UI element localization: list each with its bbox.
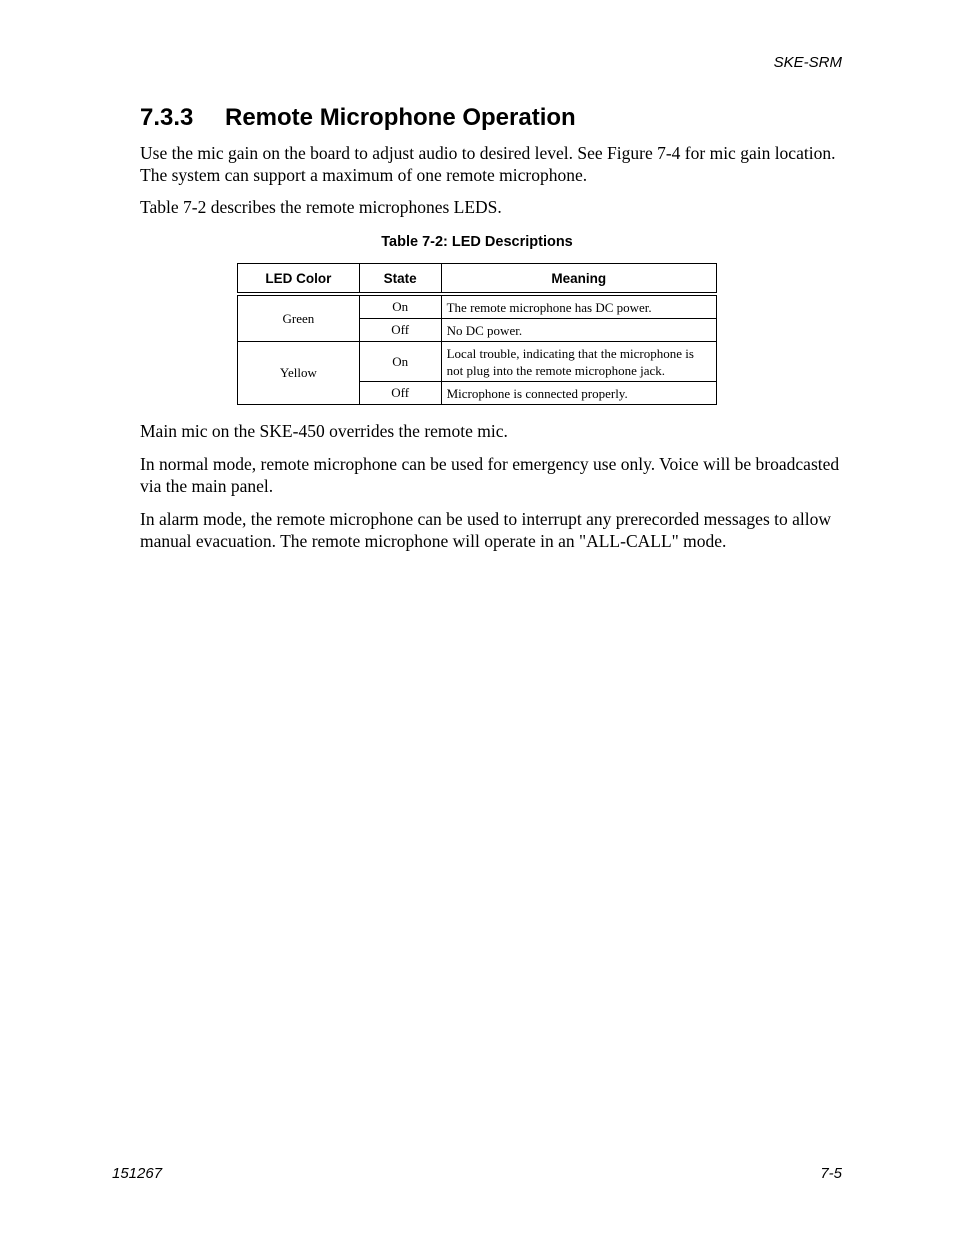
section-title: Remote Microphone Operation <box>225 104 576 131</box>
paragraph-alarm-mode: In alarm mode, the remote microphone can be used to interrupt any prerecorded messages to allow manual evacuation. The remote microphone will operate in an "ALL-CALL" mode. <box>140 509 832 551</box>
section-heading <box>140 104 576 132</box>
footer-doc-number: 151267 <box>112 1165 163 1182</box>
cell-led-color: Green <box>238 294 360 342</box>
paragraph-main-mic: Main mic on the SKE-450 overrides the remote mic. <box>140 421 508 441</box>
cell-meaning: No DC power. <box>441 319 716 342</box>
paragraph-mic-gain: Use the mic gain on the board to adjust audio to desired level. See Figure 7-4 for mic gain location. The system can support a maximum of one remote microphone. <box>140 143 836 185</box>
header-doc-code: SKE-SRM <box>773 54 842 71</box>
paragraph-normal-mode: In normal mode, remote microphone can be used for emergency use only. Voice will be broadcasted via the main panel. <box>140 454 840 496</box>
paragraph-table-intro: Table 7-2 describes the remote microphones LEDS. <box>140 197 502 217</box>
header-state: State <box>359 264 441 295</box>
cell-state: On <box>359 294 441 319</box>
section-number: 7.3.3 <box>140 104 194 131</box>
cell-meaning: Microphone is connected properly. <box>441 382 716 405</box>
cell-state: Off <box>359 319 441 342</box>
table-caption: Table 7-2: LED Descriptions <box>381 234 573 250</box>
table-row <box>238 294 717 319</box>
cell-meaning: The remote microphone has DC power. <box>441 294 716 319</box>
cell-led-color: Yellow <box>238 342 360 405</box>
cell-meaning: Local trouble, indicating that the microphone is not plug into the remote microphone jack. <box>441 342 716 382</box>
led-table <box>237 263 717 405</box>
header-meaning: Meaning <box>441 264 716 295</box>
cell-state: Off <box>359 382 441 405</box>
header-led-color: LED Color <box>238 264 360 295</box>
footer-page-number: 7-5 <box>820 1165 842 1182</box>
table-row <box>238 342 717 382</box>
cell-state: On <box>359 342 441 382</box>
table-header-row <box>238 264 717 295</box>
